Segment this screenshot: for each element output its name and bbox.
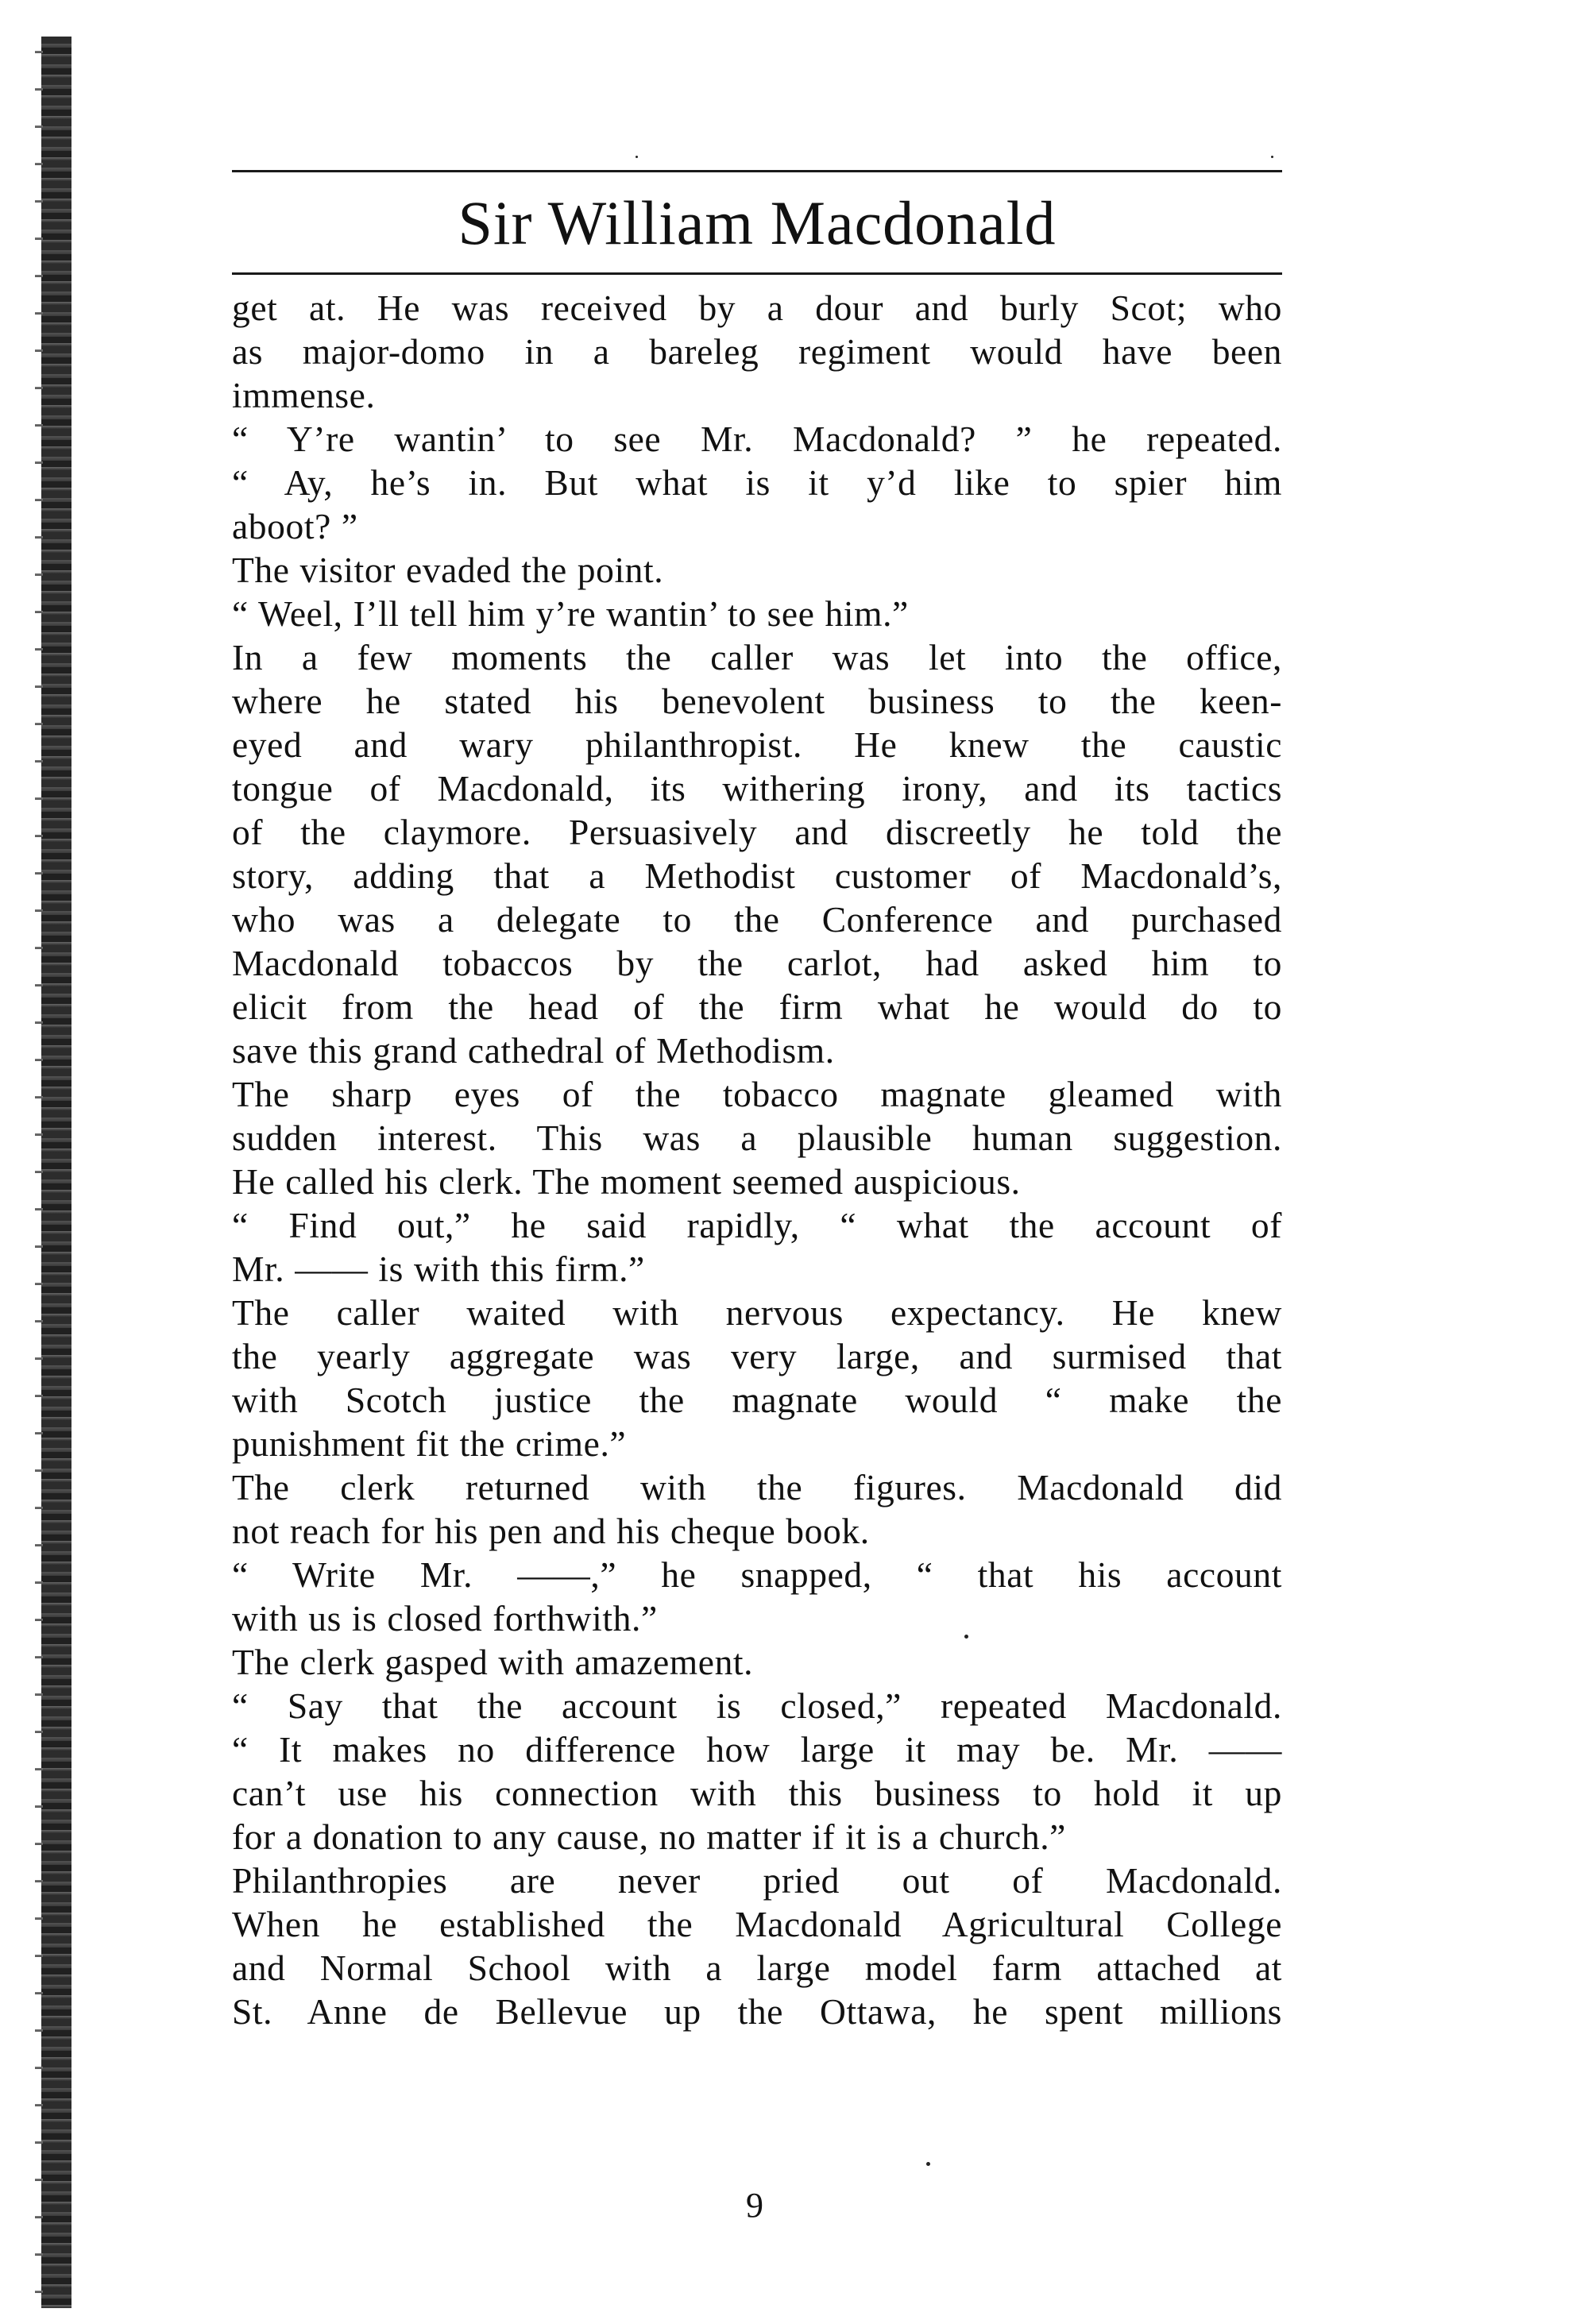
text-line: “ Weel, I’ll tell him y’re wantin’ to see him.” xyxy=(232,593,909,634)
text-line: sudden interest. This was a plausible human suggestion. xyxy=(232,1118,1282,1158)
text-line: not reach for his pen and his cheque book. xyxy=(232,1511,870,1551)
page-number: 9 xyxy=(746,2186,763,2225)
text-line: story, adding that a Methodist customer of Macdonald’s, xyxy=(232,855,1282,896)
text-line: the yearly aggregate was very large, and surmised that xyxy=(232,1336,1282,1376)
text-line: who was a delegate to the Conference and purchased xyxy=(232,899,1282,940)
text-line: “ Y’re wantin’ to see Mr. Macdonald? ” he repeated. xyxy=(232,419,1282,459)
text-line: “ Find out,” he said rapidly, “ what the account of xyxy=(232,1205,1282,1245)
scan-speck xyxy=(926,2162,930,2166)
binding-fray xyxy=(35,37,43,2308)
running-head: Sir William Macdonald xyxy=(458,188,1057,257)
text-line: aboot? ” xyxy=(232,506,358,546)
text-line: When he established the Macdonald Agricultural College xyxy=(232,1904,1282,1944)
head-rule-top xyxy=(232,170,1282,172)
text-line: elicit from the head of the firm what he would do to xyxy=(232,986,1282,1027)
page-column xyxy=(232,170,1282,2033)
text-line: for a donation to any cause, no matter if it is a church.” xyxy=(232,1816,1066,1857)
text-line: with Scotch justice the magnate would “ make the xyxy=(232,1380,1282,1420)
text-line: The sharp eyes of the tobacco magnate gleamed with xyxy=(232,1074,1282,1114)
text-line: He called his clerk. The moment seemed auspicious. xyxy=(232,1161,1021,1202)
body-text xyxy=(232,286,1282,2033)
text-line: “ It makes no difference how large it may be. Mr. —— xyxy=(232,1729,1282,1770)
text-line: Philanthropies are never pried out of Macdonald. xyxy=(232,1860,1282,1901)
text-line: of the claymore. Persuasively and discreetly he told the xyxy=(232,812,1282,852)
text-line: get at. He was received by a dour and burly Scot; who xyxy=(232,288,1282,328)
text-line: Mr. —— is with this firm.” xyxy=(232,1249,645,1289)
text-line: with us is closed forthwith.” xyxy=(232,1598,658,1639)
text-line: The clerk returned with the figures. Macdonald did xyxy=(232,1467,1282,1508)
scan-speck xyxy=(636,156,638,158)
text-line: as major-domo in a bareleg regiment would have been xyxy=(232,331,1282,372)
text-line: and Normal School with a large model farm attached at xyxy=(232,1948,1282,1988)
book-binding-edge xyxy=(41,37,71,2308)
text-line: tongue of Macdonald, its withering irony, and its tactics xyxy=(232,768,1282,809)
text-line: St. Anne de Bellevue up the Ottawa, he spent millions xyxy=(232,1991,1282,2032)
text-line: Macdonald tobaccos by the carlot, had asked him to xyxy=(232,943,1282,983)
text-line: The visitor evaded the point. xyxy=(232,550,664,590)
scan-speck xyxy=(1271,156,1273,158)
text-line: The clerk gasped with amazement. xyxy=(232,1642,754,1682)
text-line: The caller waited with nervous expectancy. He knew xyxy=(232,1292,1282,1333)
text-line: eyed and wary philanthropist. He knew the caustic xyxy=(232,724,1282,765)
text-line: save this grand cathedral of Methodism. xyxy=(232,1030,835,1071)
text-line: where he stated his benevolent business to the keen- xyxy=(232,681,1282,721)
text-line: In a few moments the caller was let into the office, xyxy=(232,637,1282,678)
text-line: can’t use his connection with this business to hold it up xyxy=(232,1773,1282,1813)
text-line: “ Write Mr. ——,” he snapped, “ that his account xyxy=(232,1554,1282,1595)
text-line: “ Say that the account is closed,” repeated Macdonald. xyxy=(232,1685,1282,1726)
text-line: punishment fit the crime.” xyxy=(232,1423,627,1464)
head-rule-bottom xyxy=(232,272,1282,275)
text-line: “ Ay, he’s in. But what is it y’d like to spier him xyxy=(232,462,1282,503)
text-line: immense. xyxy=(232,375,376,415)
